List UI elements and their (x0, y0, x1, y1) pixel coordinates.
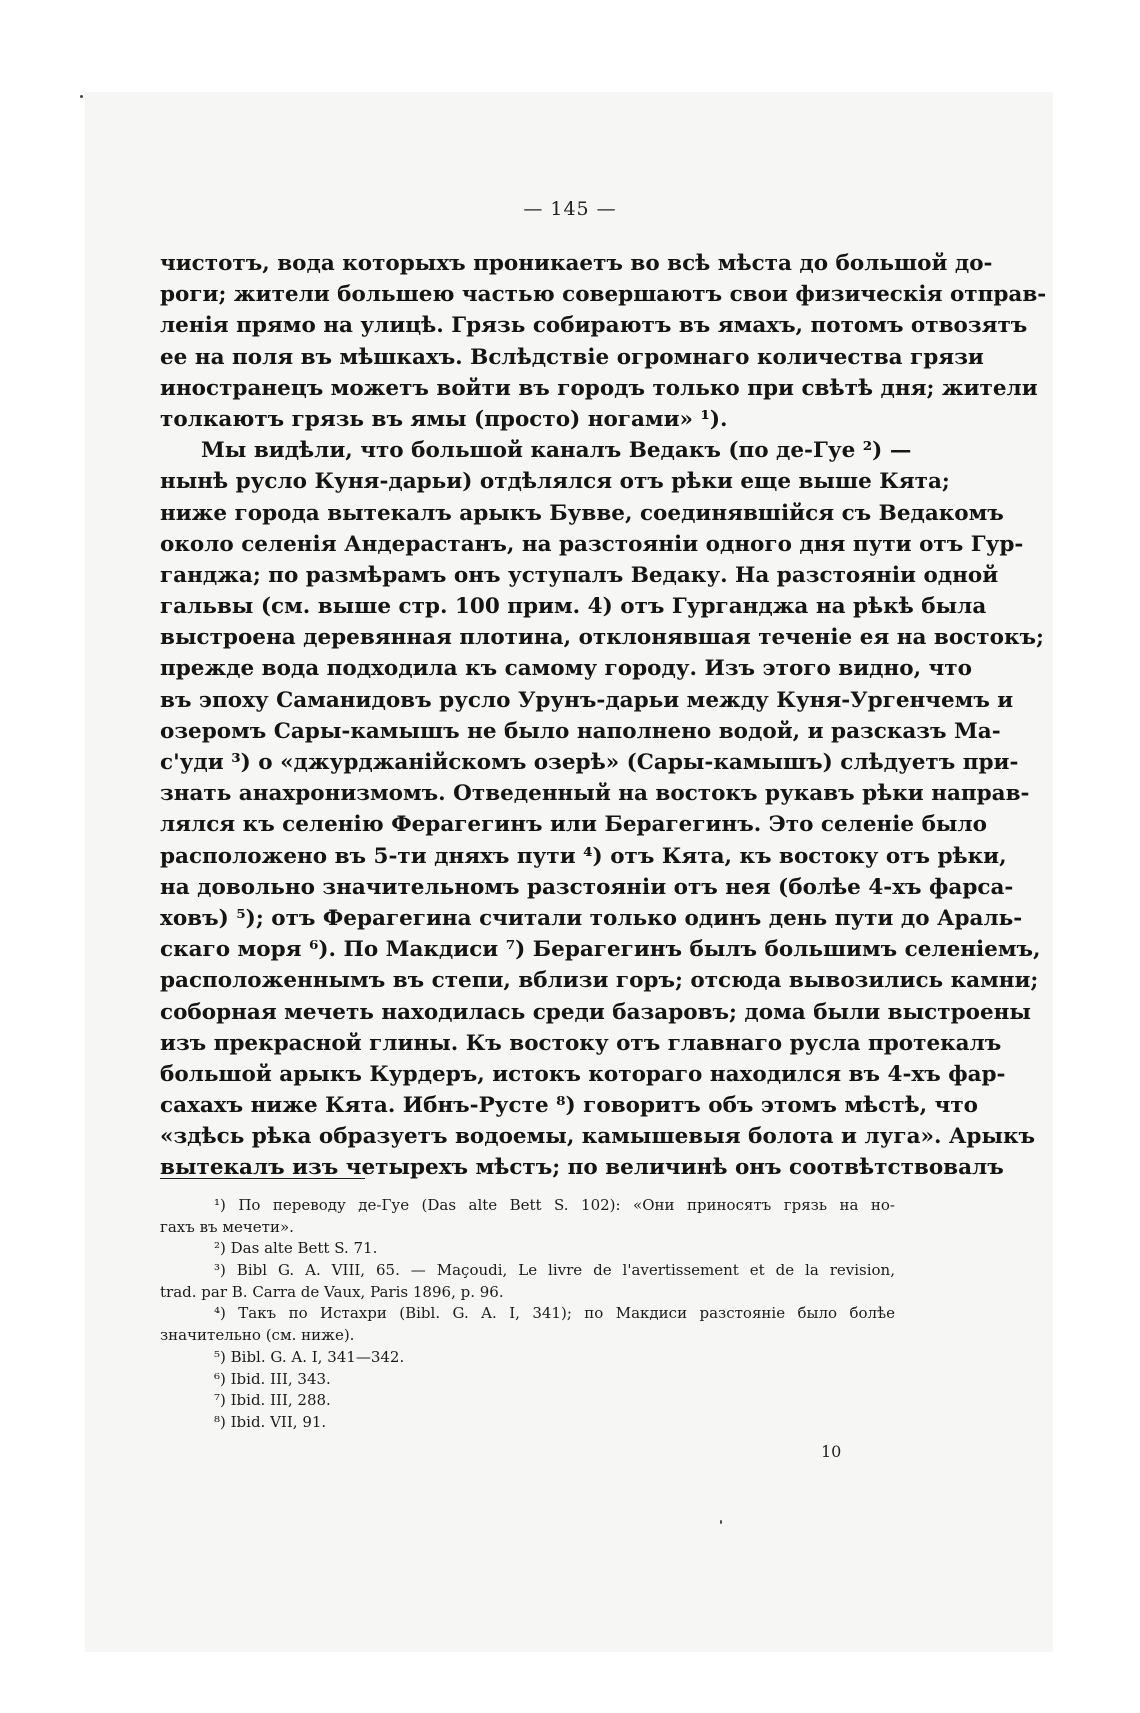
text-line: толкаютъ грязь въ ямы (просто) ногами» ¹). (160, 406, 728, 432)
text-line: иностранецъ можетъ войти въ городъ только при свѣтѣ дня; жители (160, 375, 1038, 401)
footnote-line: ⁴) Такъ по Истахри (Bibl. G. A. I, 341); по Макдиси разстояніе было болѣе (214, 1304, 895, 1323)
footnote-line: ⁶) Ibid. III, 343. (214, 1369, 331, 1388)
text-line: знать анахронизмомъ. Отведенный на востокъ рукавъ рѣки направ- (160, 781, 1030, 807)
text-line: нынѣ русло Куня-дарьи) отдѣлялся отъ рѣки еще выше Кята; (160, 469, 950, 495)
text-line: прежде вода подходила къ самому городу. Изъ этого видно, что (160, 656, 972, 682)
text-line: въ эпоху Саманидовъ русло Урунъ-дарьи между Куня-Ургенчемъ и (160, 687, 1014, 713)
footnote-line: ⁷) Ibid. III, 288. (214, 1391, 331, 1410)
footnote-line: ¹) По переводу де-Гуе (Das alte Bett S. 102): «Они приносятъ грязь на но- (214, 1196, 895, 1214)
text-line: озеромъ Сары-камышъ не было наполнено водой, и разсказъ Ма- (160, 718, 1001, 744)
footnotes (160, 1195, 895, 1434)
text-line: сахахъ ниже Кята. Ибнъ-Русте ⁸) говоритъ объ этомъ мѣстѣ, что (160, 1093, 979, 1119)
footnote-line: гахъ въ мечети». (160, 1217, 294, 1236)
text-line: вытекалъ изъ четырехъ мѣстъ; по величинѣ онъ соотвѣтствовалъ (160, 1155, 1004, 1181)
text-line: выстроена деревянная плотина, отклонявшая теченіе ея на востокъ; (160, 625, 1044, 651)
text-line: ховъ) ⁵); отъ Ферагегина считали только одинъ день пути до Араль- (160, 905, 1023, 931)
text-line: ганджа; по размѣрамъ онъ уступалъ Ведаку. На разстояніи одной (160, 562, 999, 588)
ink-speck (720, 1520, 722, 1524)
text-line: соборная мечеть находилась среди базаровъ; дома были выстроены (160, 999, 1031, 1025)
footnote-line: ²) Das alte Bett S. 71. (214, 1239, 378, 1258)
text-line: на довольно значительномъ разстояніи отъ нея (болѣе 4-хъ фарса- (160, 874, 1014, 900)
text-line: Мы видѣли, что большой каналъ Ведакъ (по де-Гуе ²) — (201, 438, 912, 464)
footnote-line: ⁵) Bibl. G. A. I, 341—342. (214, 1347, 405, 1366)
signature-mark: 10 (821, 1442, 842, 1461)
main-text (160, 248, 1047, 1184)
text-line: ее на поля въ мѣшкахъ. Вслѣдствіе огромнаго количества грязи (160, 344, 984, 370)
text-line: расположеннымъ въ степи, вблизи горъ; отсюда вывозились камни; (160, 968, 1039, 994)
footnote-line: ³) Bibl G. A. VIII, 65. — Maçoudi, Le livre de l'avertissement et de la revision, (214, 1261, 895, 1280)
text-line: ниже города вытекалъ арыкъ Бувве, соединявшійся съ Ведакомъ (160, 500, 1004, 526)
footnote-line: значительно (см. ниже). (160, 1326, 355, 1345)
text-line: с'уди ³) о «джурджанійскомъ озерѣ» (Сары-камышъ) слѣдуетъ при- (160, 750, 1019, 775)
text-line: лялся къ селенію Ферагегинъ или Берагегинъ. Это селеніе было (160, 812, 987, 838)
text-line: «здѣсь рѣка образуетъ водоемы, камышевыя болота и луга». Арыкъ (160, 1124, 1036, 1150)
text-line: расположено въ 5-ти дняхъ пути ⁴) отъ Кята, къ востоку отъ рѣки, (160, 843, 1007, 869)
page-number: — 145 — (523, 198, 617, 220)
text-line: гальвы (см. выше стр. 100 прим. 4) отъ Гурганджа на рѣкѣ была (160, 594, 987, 620)
text-line: роги; жители большею частью совершаютъ свои физическія отправ- (160, 282, 1047, 308)
text-line: чистотъ, вода которыхъ проникаетъ во всѣ мѣста до большой до- (160, 251, 993, 276)
text-line: ленія прямо на улицѣ. Грязь собираютъ въ ямахъ, потомъ отвозятъ (160, 313, 1028, 339)
footnote-divider (160, 1178, 365, 1179)
text-line: около селенія Андерастанъ, на разстояніи одного дня пути отъ Гур- (160, 531, 1024, 557)
footnote-line: ⁸) Ibid. VII, 91. (214, 1412, 327, 1431)
text-line: скаго моря ⁶). По Макдиси ⁷) Берагегинъ былъ большимъ селеніемъ, (160, 937, 1041, 963)
text-line: изъ прекрасной глины. Къ востоку отъ главнаго русла протекалъ (160, 1030, 1002, 1056)
ink-speck (80, 95, 83, 98)
footnote-line: trad. par B. Carra de Vaux, Paris 1896, p. 96. (160, 1282, 504, 1301)
text-line: большой арыкъ Курдеръ, истокъ котораго находился въ 4-хъ фар- (160, 1061, 1006, 1087)
